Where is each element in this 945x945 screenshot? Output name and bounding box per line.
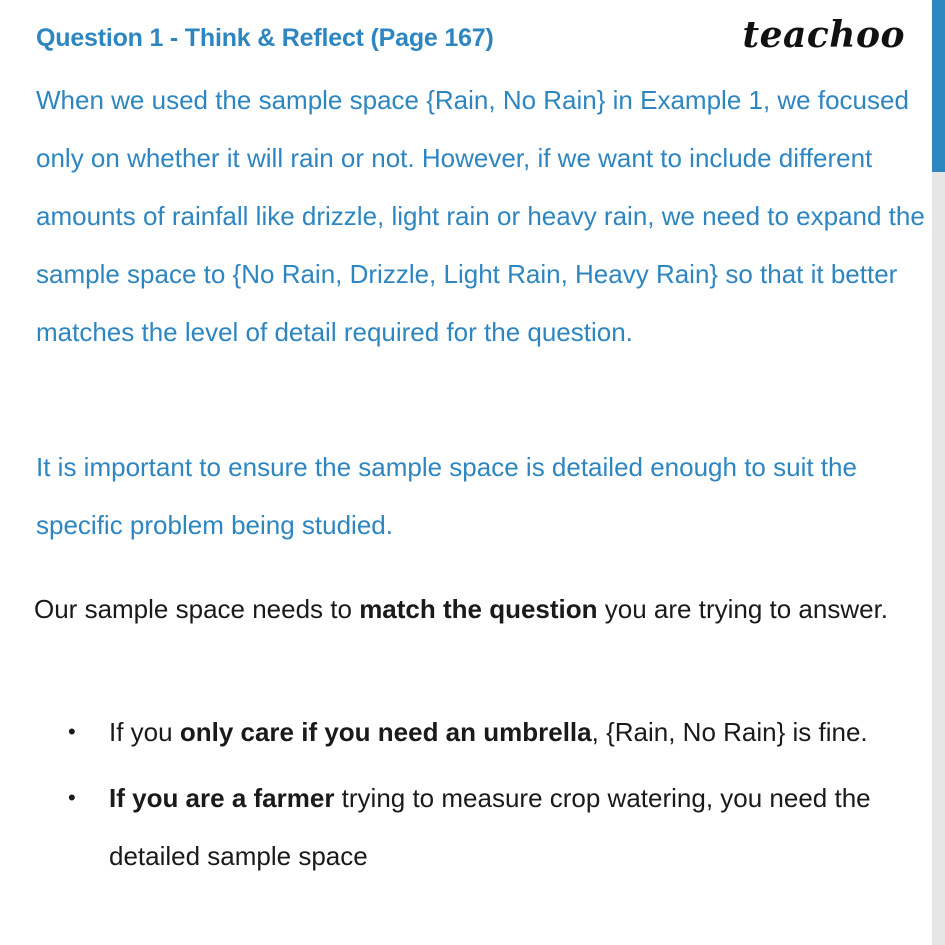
summary-text-post: you are trying to answer. (597, 594, 889, 624)
bullet-icon: • (68, 719, 76, 744)
explanation-paragraph: When we used the sample space {Rain, No Rain} in Example 1, we focused only on whether it will rain or not. However, if we want to include different amounts of rainfall like drizzle, light rain or heavy rain, we need to expand the sample space to {No Rain, Drizzle, Light Rain, Heavy Rain} so that it better matches the level of detail required for the question. (36, 85, 925, 347)
list-item (68, 769, 918, 885)
scrollbar-track[interactable] (932, 0, 945, 945)
bullet-icon: • (68, 785, 76, 810)
summary-text-bold: match the question (359, 594, 598, 624)
importance-paragraph: It is important to ensure the sample space is detailed enough to suit the specific problem being studied. (36, 452, 857, 540)
brand-logo: teachoo (742, 14, 905, 56)
bullet-text-pre: If you (109, 717, 180, 747)
bullet-text-bold: If you are a farmer (109, 783, 335, 813)
summary-paragraph (34, 580, 924, 638)
scrollbar-thumb[interactable] (932, 0, 945, 172)
bullet-text-post: , {Rain, No Rain} is fine. (591, 717, 868, 747)
bullet-text-post: trying to measure crop watering, you need the detailed sample space (109, 783, 871, 871)
list-item (68, 703, 918, 761)
bullet-text-bold: only care if you need an umbrella (179, 717, 592, 747)
summary-text-pre: Our sample space needs to (34, 594, 360, 624)
bullet-list (68, 703, 918, 893)
page-title: Question 1 - Think & Reflect (Page 167) (36, 24, 494, 52)
